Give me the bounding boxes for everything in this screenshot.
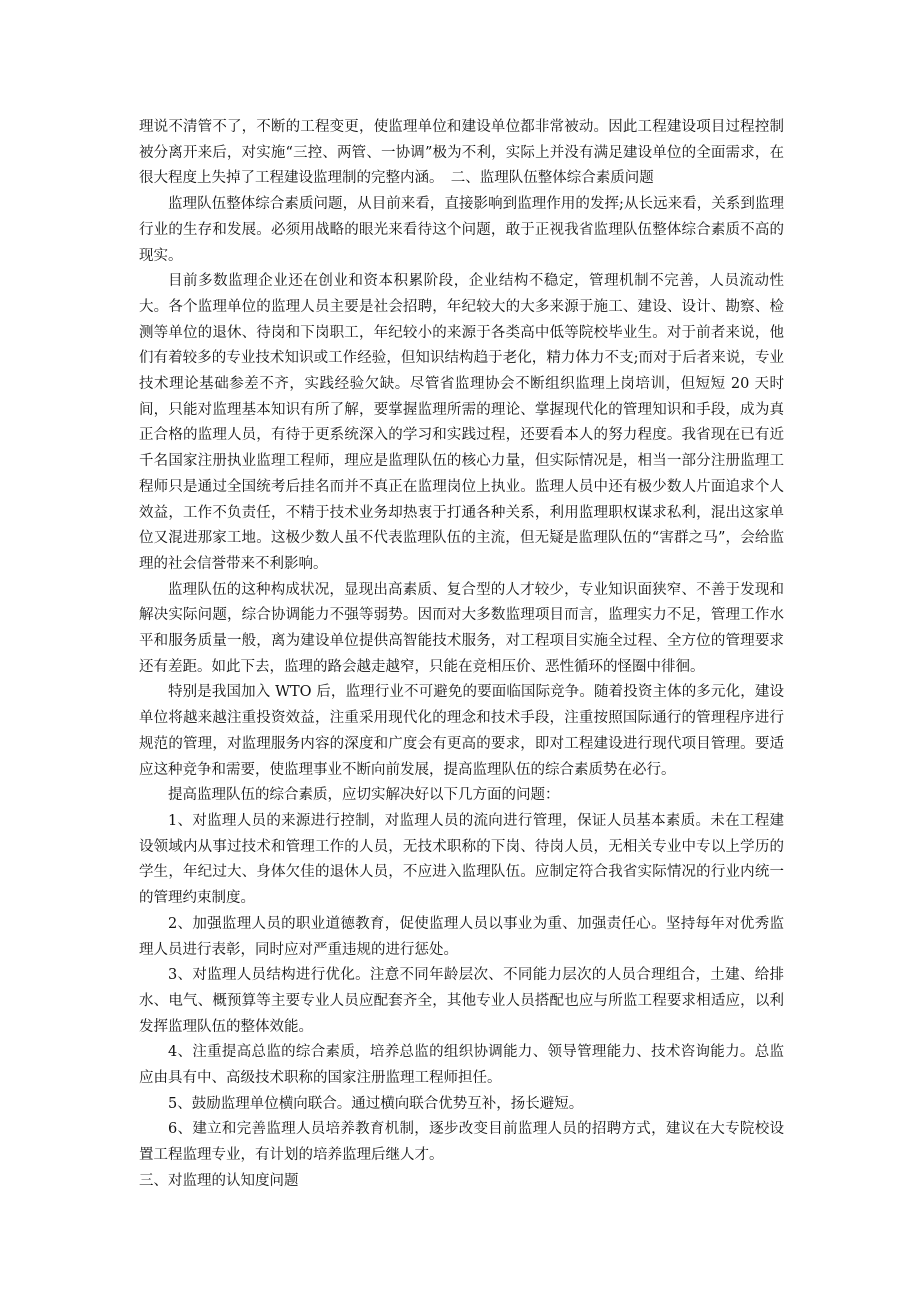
paragraph-team-composition: 监理队伍的这种构成状况，显现出高素质、复合型的人才较少，专业知识面狭窄、不善于发现和解决实际问题，综合协调能力不强等弱势。因而对大多数监理项目而言，监理实力不足，管理工作水平和服务质量一般，离为建设单位提供高智能技术服务，对工程项目实施全过程、全方位的管理要求还有差距。如此下去，监理的路会越走越窄，只能在竞相压价、恶性循环的怪圈中徘徊。 xyxy=(139,581,784,675)
list-item-3: 3、对监理人员结构进行优化。注意不同年龄层次、不同能力层次的人员合理组合，土建、给排水、电气、概预算等主要专业人员应配套齐全，其他专业人员搭配也应与所监工程要求相适应，以利发挥监理队伍的整体效能。 xyxy=(139,967,784,1035)
list-item-2: 2、加强监理人员的职业道德教育，促使监理人员以事业为重、加强责任心。坚持每年对优秀监理人员进行表彰，同时应对严重违规的进行惩处。 xyxy=(139,915,784,958)
paragraph-continuation: 理说不清管不了，不断的工程变更，使监理单位和建设单位都非常被动。因此工程建设项目过程控制被分离开来后，对实施“三控、两管、一协调”极为不利，实际上并没有满足建设单位的全面需求，在很大程度上失掉了工程建设监理制的完整内涵。 二、监理队伍整体综合素质问题 xyxy=(139,119,784,187)
document-page xyxy=(139,115,784,1195)
paragraph-improvement-intro: 提高监理队伍的综合素质，应切实解决好以下几方面的问题： xyxy=(168,787,560,804)
list-item-5: 5、鼓励监理单位横向联合。通过横向联合优势互补，扬长避短。 xyxy=(168,1095,584,1112)
list-item-6: 6、建立和完善监理人员培养教育机制，逐步改变目前监理人员的招聘方式，建议在大专院校设置工程监理专业，有计划的培养监理后继人才。 xyxy=(139,1121,784,1164)
list-item-4: 4、注重提高总监的综合素质，培养总监的组织协调能力、领导管理能力、技术咨询能力。总监应由具有中、高级技术职称的国家注册监理工程师担任。 xyxy=(139,1044,784,1087)
list-item-1: 1、对监理人员的来源进行控制，对监理人员的流向进行管理，保证人员基本素质。未在工程建设领域内从事过技术和管理工作的人员，无技术职称的下岗、待岗人员，无相关专业中专以上学历的学生，年纪过大、身体欠佳的退休人员，不应进入监理队伍。应制定符合我省实际情况的行业内统一的管理约束制度。 xyxy=(139,812,784,907)
section-heading: 三、对监理的认知度问题 xyxy=(139,1172,299,1189)
paragraph-overall-quality: 监理队伍整体综合素质问题，从目前来看，直接影响到监理作用的发挥;从长远来看，关系到监理行业的生存和发展。必须用战略的眼光来看待这个问题，敢于正视我省监理队伍整体综合素质不高的现实。 xyxy=(139,196,784,264)
paragraph-wto-competition: 特别是我国加入 WTO 后，监理行业不可避免的要面临国际竞争。随着投资主体的多元化，建设单位将越来越注重投资效益，注重采用现代化的理念和技术手段，注重按照国际通行的管理程序进行规范的管理，对监理服务内容的深度和广度会有更高的要求，即对工程建设进行现代项目管理。要适应这种竞争和需要，使监理事业不断向前发展，提高监理队伍的综合素质势在必行。 xyxy=(139,684,784,778)
paragraph-current-situation: 目前多数监理企业还在创业和资本积累阶段，企业结构不稳定，管理机制不完善，人员流动性大。各个监理单位的监理人员主要是社会招聘，年纪较大的大多来源于施工、建设、设计、勘察、检测等单位的退休、待岗和下岗职工，年纪较小的来源于各类高中低等院校毕业生。对于前者来说，他们有着较多的专业技术知识或工作经验，但知识结构趋于老化，精力体力不支;而对于后者来说，专业技术理论基础参差不齐，实践经验欠缺。尽管省监理协会不断组织监理上岗培训，但短短 20 天时间，只能对监理基本知识有所了解，要掌握监理所需的理论、掌握现代化的管理知识和手段，成为真正合格的监理人员，有待于更系统深入的学习和实践过程，还要看本人的努力程度。我省现在已有近千名国家注册执业监理工程师，理应是监理队伍的核心力量，但实际情况是，相当一部分注册监理工程师只是通过全国统考后挂名而并不真正在监理岗位上执业。监理人员中还有极少数人片面追求个人效益，工作不负责任，不精于技术业务却热衷于打通各种关系，利用监理职权谋求私利，混出这家单位又混进那家工地。这极少数人虽不代表监理队伍的主流，但无疑是监理队伍的“害群之马”，会给监理的社会信誉带来不利影响。 xyxy=(139,273,784,572)
